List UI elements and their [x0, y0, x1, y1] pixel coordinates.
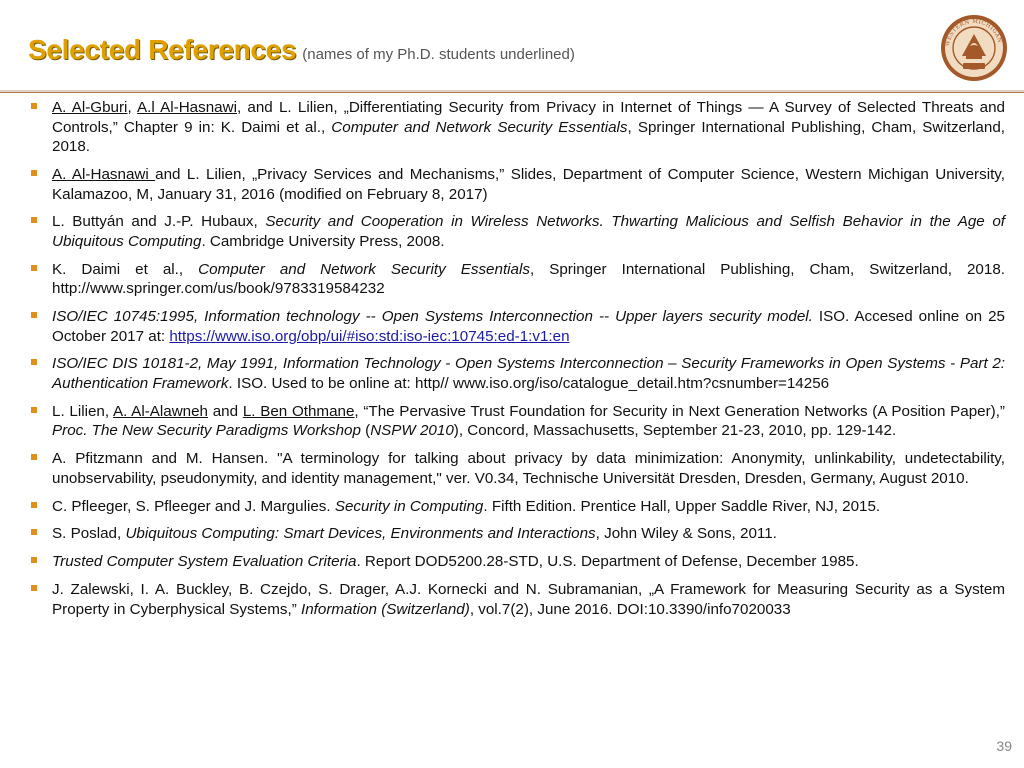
reference-title: Computer and Network Security Essentials	[331, 118, 628, 136]
reference-text: , “The Pervasive Trust Foundation for Security in Next Generation Networks (A Position Paper),”	[354, 402, 1005, 420]
square-bullet-icon	[31, 217, 37, 223]
student-name: A. Al-Gburi	[52, 99, 128, 116]
reference-text: ,	[127, 99, 138, 116]
reference-text: . Fifth Edition. Prentice Hall, Upper Saddle River, NJ, 2015.	[483, 497, 881, 515]
reference-item	[30, 354, 1005, 393]
reference-title: Information (Switzerland)	[301, 600, 470, 618]
reference-text: and L. Lilien, „Privacy Services and Mechanisms,” Slides, Department of Computer Science, Western Michigan University, Kalamazoo, M, January 31, 2016 (modified on February 8, 2017)	[52, 165, 1005, 203]
reference-text: . Cambridge University Press, 2008.	[201, 232, 445, 250]
reference-text: . Report DOD5200.28-STD, U.S. Department of Defense, December 1985.	[356, 553, 859, 571]
student-name: L. Ben Othmane	[242, 402, 355, 420]
reference-text: , and L. Lilien, „Differentiating Security from Privacy in Internet of Things — A Survey of Selected Threats and Controls,” Chapter 9 in: K. Daimi et al.,	[52, 99, 1005, 136]
square-bullet-icon	[31, 502, 37, 508]
reference-text: L. Lilien,	[52, 402, 113, 420]
reference-title: ISO/IEC 10745:1995, Information technology -- Open Systems Interconnection -- Upper layers security model.	[52, 308, 813, 326]
reference-text: , Springer International Publishing, Cham, Switzerland, 2018. http://www.springer.com/us/book/9783319584232	[52, 260, 1005, 298]
reference-item	[30, 165, 1005, 204]
page-number: 39	[996, 738, 1012, 754]
square-bullet-icon	[31, 265, 37, 271]
reference-item	[30, 524, 1005, 544]
square-bullet-icon	[31, 585, 37, 591]
reference-item	[30, 552, 1005, 572]
title-subtitle: (names of my Ph.D. students underlined)	[302, 46, 575, 63]
square-bullet-icon	[31, 103, 37, 109]
square-bullet-icon	[31, 407, 37, 413]
reference-text: ), Concord, Massachusetts, September 21-23, 2010, pp. 129-142.	[453, 422, 897, 440]
reference-title: Security and Cooperation in Wireless Networks. Thwarting Malicious and Selfish Behavior in the Age of Ubiquitous Computing	[52, 213, 1006, 250]
header-divider-accent	[0, 92, 1024, 93]
reference-text: and	[208, 402, 243, 420]
square-bullet-icon	[31, 170, 37, 176]
reference-text: L. Buttyán and J.-P. Hubaux,	[52, 213, 266, 231]
reference-link[interactable]: https://www.iso.org/obp/ui/#iso:std:iso-iec:10745:ed-1:v1:en	[169, 327, 570, 345]
reference-title: ISO/IEC DIS 10181-2, May 1991, Information Technology - Open Systems Interconnection – Security Frameworks in Open Systems - Part 2: Authentication Framework	[52, 355, 1005, 393]
reference-text: ISO. Accesed online on 25 October 2017 at:	[52, 308, 1005, 345]
svg-text:WESTERN MICHIGAN: WESTERN MICHIGAN	[944, 18, 1003, 47]
title-text: Selected References	[28, 34, 297, 65]
reference-item	[30, 212, 1005, 251]
university-seal-icon	[940, 14, 1008, 82]
page-title	[28, 34, 575, 66]
reference-text: J. Zalewski, I. A. Buckley, B. Czejdo, S. Drager, A.J. Kornecki and N. Subramanian, „A Framework for Measuring Security as a System Property in Cyberphysical Systems,”	[52, 580, 1005, 618]
reference-title: NSPW 2010	[370, 422, 454, 440]
student-name: A.l Al-Hasnawi	[137, 99, 237, 116]
reference-item	[30, 402, 1005, 441]
reference-text: A. Pfitzmann and M. Hansen. "A terminology for talking about privacy by data minimization: Anonymity, unlinkability, undetectability, unobservability, pseudonymity, and identity management," ver. V0.34, Technische Universität Dresden, Dresden, Germany, August 2010.	[52, 450, 1005, 487]
reference-title: Security in Computing	[334, 497, 484, 515]
reference-text: C. Pfleeger, S. Pfleeger and J. Margulies.	[52, 497, 335, 515]
student-name: A. Al-Alawneh	[112, 402, 209, 420]
reference-text: K. Daimi et al.,	[52, 260, 199, 278]
reference-title: Trusted Computer System Evaluation Criteria	[52, 553, 357, 571]
square-bullet-icon	[31, 557, 37, 563]
reference-item	[30, 449, 1005, 488]
reference-item	[30, 307, 1005, 346]
reference-text: . ISO. Used to be online at: http// www.iso.org/iso/catalogue_detail.htm?csnumber=14256	[228, 375, 830, 393]
reference-item	[30, 497, 1005, 517]
reference-text: S. Poslad,	[52, 525, 126, 543]
square-bullet-icon	[31, 359, 37, 365]
reference-item	[30, 260, 1005, 299]
reference-text: , vol.7(2), June 2016. DOI:10.3390/info7020033	[469, 600, 791, 618]
reference-title: Computer and Network Security Essentials	[198, 260, 530, 278]
reference-item	[30, 580, 1005, 619]
slide-header	[0, 0, 1024, 92]
reference-title: Proc. The New Security Paradigms Workshop	[52, 422, 361, 440]
reference-text: , Springer International Publishing, Cham, Switzerland, 2018.	[52, 118, 1005, 156]
square-bullet-icon	[31, 454, 37, 460]
reference-title: Ubiquitous Computing: Smart Devices, Environments and Interactions	[125, 525, 596, 543]
square-bullet-icon	[31, 312, 37, 318]
square-bullet-icon	[31, 529, 37, 535]
reference-list	[30, 98, 1005, 627]
reference-item	[30, 98, 1005, 157]
reference-text: (	[360, 422, 371, 440]
reference-text: , John Wiley & Sons, 2011.	[595, 525, 777, 543]
student-name: A. Al-Hasnawi	[52, 165, 156, 183]
